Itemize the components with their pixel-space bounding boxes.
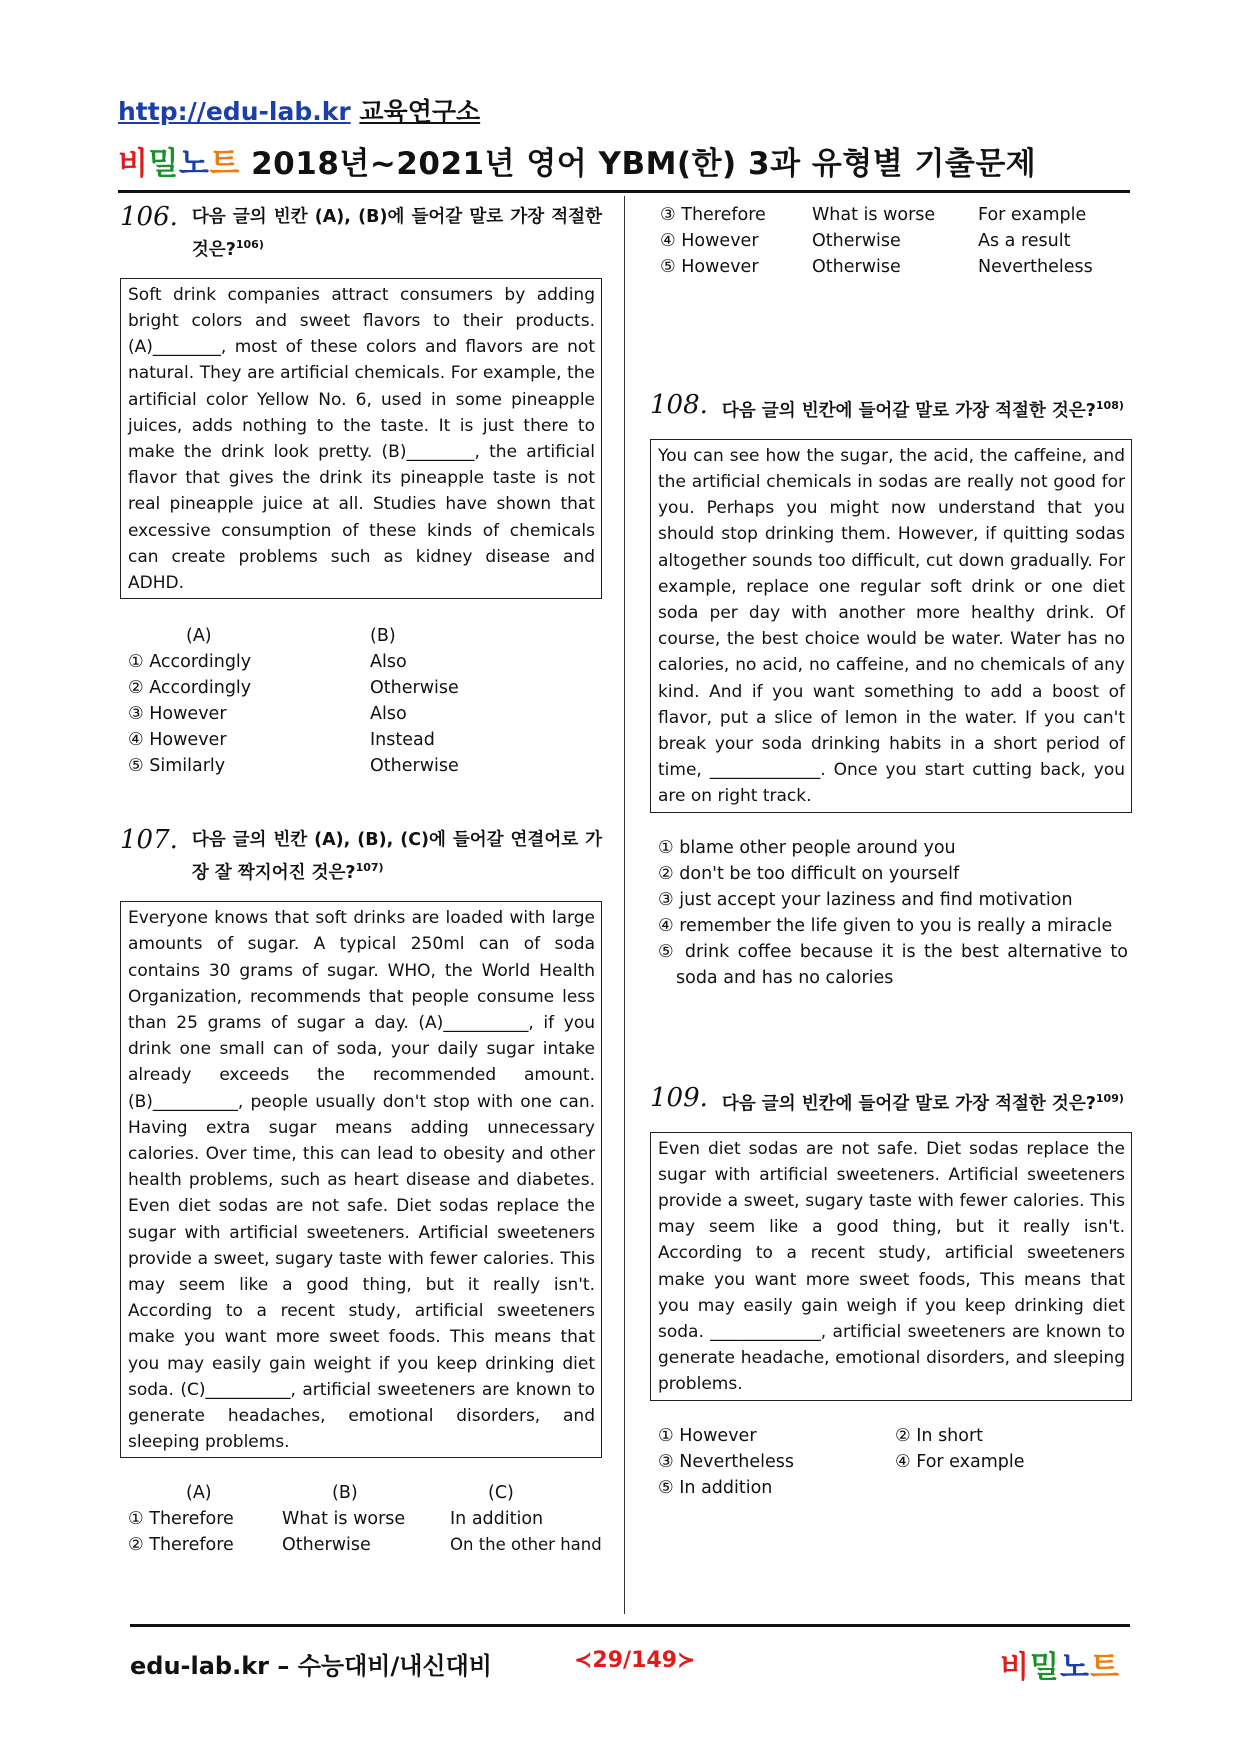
q107-option-3-b: What is worse (812, 205, 936, 225)
q106-option-3-a: ③ However (128, 704, 227, 725)
q109-prompt: 다음 글의 빈칸에 들어갈 말로 가장 적절한 것은? (721, 1093, 1096, 1114)
footer-brand (1000, 1642, 1120, 1686)
q106-option-5-a: ⑤ Similarly (128, 756, 226, 777)
q107-option-2-c: On the other hand (450, 1535, 602, 1555)
q108-option-5[interactable]: ⑤ drink coffee because it is the best alternative to soda and has no calories (658, 941, 1128, 988)
site-org: 교육연구소 (359, 97, 481, 126)
q106-option-2[interactable] (128, 675, 602, 701)
q106-option-4-b: Instead (370, 730, 435, 751)
title-text: 2018년~2021년 영어 YBM(한) 3과 유형별 기출문제 (251, 146, 1037, 182)
q108-passage: You can see how the sugar, the acid, the caffeine, and the artificial chemicals in sodas are really not good for you. Perhaps you might now understand that you should stop drinking them. However, if quitting sodas altogether sounds too difficult, cut down gradually. For example, replace one regular soft drink or one diet soda per day with another more healthy drink. Of course, the best choice would be water. Water has no calories, no acid, no caffeine, and no chemicals of any kind. And if you want something to add a boost of flavor, put a slice of lemon in the water. If you can't break your soda drinking habits in a short period of time, _____________. Once you start cutting back, you are on right track. (650, 439, 1132, 813)
q107-option-4-b: Otherwise (812, 231, 901, 251)
q109-option-1[interactable]: ① However (658, 1425, 757, 1446)
brand-char-2: 밀 (148, 146, 179, 182)
q109-option-row-2 (658, 1449, 1132, 1475)
footer-site: edu-lab.kr – 수능대비/내신대비 (130, 1652, 492, 1680)
footer-rule (130, 1624, 1130, 1627)
q109-option-2[interactable]: ② In short (895, 1425, 984, 1446)
brand-char-1: 비 (118, 146, 149, 182)
q107-option-3[interactable] (660, 202, 1132, 228)
q107-option-5-a: ⑤ However (660, 257, 759, 277)
q107-header (120, 827, 602, 887)
q108-ref: 108) (1095, 399, 1124, 412)
q108-options (650, 835, 1128, 991)
q107-option-2-a: ② Therefore (128, 1535, 234, 1556)
q107-options-continued (650, 202, 1132, 280)
q106-option-2-b: Otherwise (370, 678, 459, 699)
q107-head-c: (C) (488, 1483, 514, 1504)
q106-option-4[interactable] (128, 727, 602, 753)
q106-passage: Soft drink companies attract consumers by adding bright colors and sweet flavors to their products. (A)________, most of these colors and flavors are not natural. They are artificial chemicals. For example, the artificial color Yellow No. 6, used in some pineapple juices, adds nothing to the taste. It is just there to make the drink look pretty. (B)________, the artificial flavor that gives the drink its pineapple taste is not real pineapple juice at all. Studies have shown that excessive consumption of these kinds of chemicals can create problems such as kidney disease and ADHD. (120, 278, 602, 599)
q108-prompt: 다음 글의 빈칸에 들어갈 말로 가장 적절한 것은? (721, 400, 1096, 421)
page-number: ≺29/149≻ (574, 1648, 696, 1673)
header-link[interactable] (118, 92, 480, 128)
q108-number: 108. (650, 390, 708, 420)
q107-option-4-a: ④ However (660, 231, 759, 251)
q107-head-b: (B) (332, 1483, 358, 1504)
q107-option-1-a: ① Therefore (128, 1509, 234, 1530)
q107-options-head (128, 1480, 602, 1506)
q106-option-5[interactable] (128, 753, 602, 779)
q107-option-5-b: Otherwise (812, 257, 901, 277)
q107-ref: 107) (355, 861, 384, 875)
q107-options (120, 1480, 602, 1558)
q107-passage: Everyone knows that soft drinks are loaded with large amounts of sugar. A typical 250ml can of soda contains 30 grams of sugar. WHO, the World Health Organization, recommends that people consume less than 25 grams of sugar a day. (A)__________, if you drink one small can of soda, your daily sugar intake already exceeds the recommended amount. (B)__________, people usually don't stop with one can. Having extra sugar means adding unnecessary calories. Over time, this can lead to obesity and other health problems, such as heart disease and diabetes. Even diet sodas are not safe. Diet sodas replace the sugar with artificial sweeteners. Artificial sweeteners provide a sweet, sugary taste with fewer calories. This may seem like a good thing, but it really isn't. According to a recent study, artificial sweeteners make you want more sweet foods. This means that you may easily gain weight if you keep drinking diet soda. (C)__________, artificial sweeteners are known to generate headaches, emotional disorders, and sleeping problems. (120, 901, 602, 1458)
q107-option-3-a: ③ Therefore (660, 205, 766, 225)
brand-char-4: 트 (209, 146, 240, 182)
q106-ref: 106) (235, 238, 264, 251)
right-column (650, 204, 1132, 1501)
q108-header (650, 392, 1132, 425)
q107-option-3-c: For example (978, 205, 1087, 225)
q106-prompt: 다음 글의 빈칸 (A), (B)에 들어갈 말로 가장 적절한 것은? (191, 207, 602, 260)
header-rule (118, 190, 1130, 193)
q107-option-1[interactable] (128, 1506, 602, 1532)
q107-number: 107. (120, 825, 178, 856)
site-url[interactable]: http://edu-lab.kr (118, 97, 351, 126)
q106-option-1[interactable] (128, 649, 602, 675)
q106-option-2-a: ② Accordingly (128, 678, 252, 699)
q109-header (650, 1082, 1132, 1118)
q106-option-5-b: Otherwise (370, 756, 459, 777)
footer-brand-char-3: 노 (1059, 1650, 1090, 1685)
q106-option-4-a: ④ However (128, 730, 227, 751)
q107-option-1-c: In addition (450, 1509, 544, 1530)
q106-option-1-b: Also (370, 652, 407, 673)
q107-option-4-c: As a result (978, 231, 1071, 251)
q107-option-4[interactable] (660, 228, 1132, 254)
q106-options (120, 623, 602, 779)
q109-number: 109. (650, 1082, 708, 1113)
footer-brand-char-2: 밀 (1029, 1650, 1060, 1685)
footer-brand-char-4: 트 (1089, 1650, 1120, 1685)
q107-option-2-b: Otherwise (282, 1535, 371, 1556)
q106-header (120, 204, 602, 264)
footer-brand-char-1: 비 (1000, 1650, 1030, 1685)
page-title (118, 138, 1036, 183)
q106-option-3[interactable] (128, 701, 602, 727)
q109-ref: 109) (1095, 1091, 1124, 1105)
q107-prompt: 다음 글의 빈칸 (A), (B), (C)에 들어갈 연결어로 가장 잘 짝지어진 것은? (191, 830, 602, 884)
q106-head-a: (A) (186, 626, 212, 647)
q106-option-3-b: Also (370, 704, 407, 725)
q109-options (650, 1423, 1132, 1501)
q109-option-row-1 (658, 1423, 1132, 1449)
q107-head-a: (A) (186, 1483, 212, 1504)
q106-number: 106. (120, 202, 178, 232)
q108-option-4[interactable]: ④ remember the life given to you is really a miracle (658, 915, 1113, 936)
q106-head-b: (B) (370, 626, 396, 647)
brand-char-3: 노 (178, 146, 210, 182)
left-column (120, 204, 602, 1558)
column-divider (624, 196, 625, 1614)
q107-option-5-c: Nevertheless (978, 257, 1093, 277)
q108-option-3[interactable]: ③ just accept your laziness and find motivation (658, 889, 1073, 910)
q109-option-5[interactable]: ⑤ In addition (658, 1477, 773, 1498)
q109-option-3[interactable]: ③ Nevertheless (658, 1451, 795, 1472)
q109-passage: Even diet sodas are not safe. Diet sodas replace the sugar with artificial sweeteners. Artificial sweeteners provide a sweet, sugary taste with fewer calories. This may seem like a good thing, but it really isn't. According to a recent study, artificial sweeteners make you want more sweet foods, This means that you may easily gain weigh if you keep drinking diet soda. _____________, artificial sweeteners are known to generate headache, emotional disorders, and sleeping problems. (650, 1132, 1132, 1401)
q109-option-4[interactable]: ④ For example (895, 1451, 1025, 1472)
q107-option-2[interactable] (128, 1532, 602, 1558)
q107-option-5[interactable] (660, 254, 1132, 280)
q109-option-row-3 (658, 1475, 1132, 1501)
q106-option-1-a: ① Accordingly (128, 652, 252, 673)
q108-option-2[interactable]: ② don't be too difficult on yourself (658, 863, 960, 884)
q108-option-1[interactable]: ① blame other people around you (658, 837, 956, 858)
q107-option-1-b: What is worse (282, 1509, 406, 1530)
q106-options-head (128, 623, 602, 649)
